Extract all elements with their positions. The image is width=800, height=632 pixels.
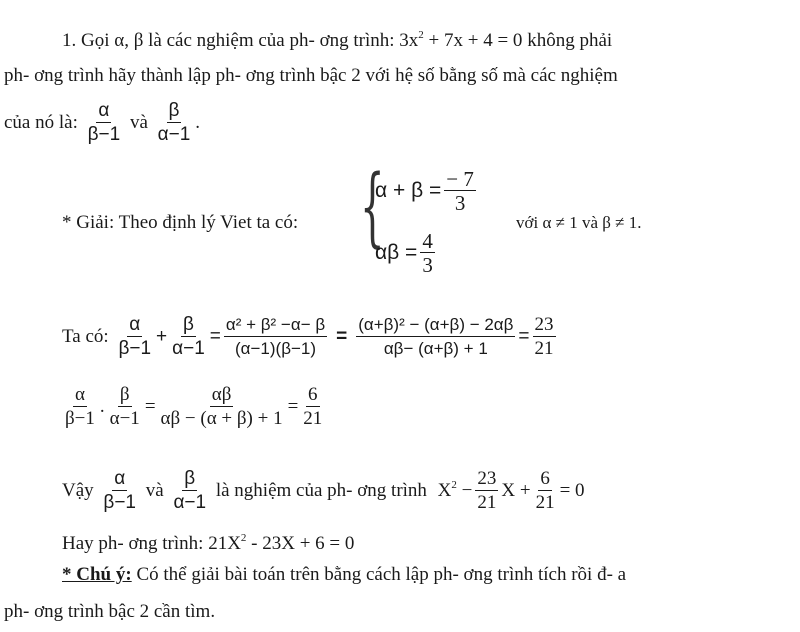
numerator: 4 — [422, 229, 433, 253]
note-line-2 — [4, 601, 215, 623]
solution-text: - 23X + 6 = 0 — [246, 533, 355, 554]
denominator: 21 — [535, 492, 555, 513]
conjunction: và — [145, 479, 164, 501]
numerator: αβ — [211, 384, 232, 405]
fraction — [533, 314, 556, 361]
denominator: 21 — [303, 408, 323, 429]
denominator: α−1 — [157, 124, 191, 145]
equation-term: + 7x + 4 = 0 — [423, 30, 523, 51]
fraction — [171, 468, 208, 515]
numerator: β — [184, 468, 196, 489]
operator: = — [287, 395, 299, 417]
product-equation — [60, 384, 327, 431]
fraction — [86, 100, 123, 147]
denominator: α−1 — [172, 338, 205, 359]
operator: = — [209, 325, 221, 347]
fraction — [108, 384, 142, 431]
numerator: 23 — [477, 468, 497, 489]
numerator: α — [98, 100, 110, 121]
fraction — [170, 314, 207, 361]
exponent: 2 — [240, 532, 247, 544]
solution-text: là nghiệm của ph- ơng trình — [215, 479, 427, 501]
fraction — [224, 314, 327, 361]
solution-text: Vậy — [62, 479, 94, 501]
note-line-1 — [62, 564, 626, 586]
conclusion-line — [62, 468, 585, 515]
numerator: 23 — [534, 314, 554, 335]
exponent: 2 — [451, 478, 457, 491]
numerator: − 7 — [446, 167, 474, 191]
numerator: (α+β)² − (α+β) − 2αβ — [356, 314, 515, 337]
problem-line-1 — [62, 24, 612, 52]
denominator: 21 — [534, 338, 554, 359]
solution-text: Ta có: — [62, 325, 109, 347]
note-label: * Chú ý: — [62, 564, 132, 585]
numerator: β — [168, 100, 180, 121]
denominator: 3 — [422, 253, 433, 277]
problem-text: 1. Gọi α, β là các nghiệm của ph- ơng trình: — [62, 30, 400, 51]
solution-text: Hay ph- ơng trình: 21X — [62, 533, 241, 554]
fraction — [356, 314, 515, 361]
problem-text: ph- ơng trình hãy thành lập ph- ơng trình bậc 2 với hệ số bằng số mà các nghiệm — [4, 65, 618, 86]
operator: + — [156, 325, 168, 347]
conjunction: và — [125, 111, 153, 133]
denominator: 3 — [454, 191, 466, 215]
operator: − — [456, 479, 473, 501]
numerator: α — [74, 384, 85, 405]
fraction — [444, 168, 476, 215]
denominator: β−1 — [87, 124, 121, 145]
numerator: α — [114, 468, 126, 489]
denominator: β−1 — [65, 408, 95, 429]
viet-product — [375, 230, 438, 277]
brace-icon: { — [360, 157, 385, 257]
viet-condition — [516, 212, 641, 234]
fraction — [475, 468, 498, 515]
exponent: 2 — [418, 29, 424, 41]
problem-line-3 — [4, 100, 200, 147]
operator: = — [336, 325, 348, 347]
fraction — [534, 468, 557, 515]
variable: X — [437, 479, 452, 501]
fraction — [420, 230, 435, 277]
denominator: α−1 — [109, 408, 140, 429]
numerator: β — [183, 314, 194, 335]
solution-text: * Giải: Theo định lý Viet ta có: — [62, 212, 299, 233]
note-text: Có thể giải bài toán trên bằng cách lập ph- ơng trình tích rồi đ- a — [131, 564, 627, 585]
numerator: α² + β² −α− β — [224, 314, 327, 337]
punctuation: . — [195, 111, 201, 133]
operator: = — [518, 325, 530, 347]
denominator: (α−1)(β−1) — [235, 339, 317, 358]
note-text: ph- ơng trình bậc 2 cần tìm. — [4, 601, 216, 622]
equation-term: = 0 — [559, 479, 585, 501]
fraction — [116, 314, 153, 361]
denominator: β−1 — [103, 492, 136, 513]
viet-label — [62, 212, 298, 234]
viet-sum — [375, 168, 479, 215]
denominator: 21 — [477, 492, 497, 513]
operator: = — [144, 395, 156, 417]
fraction — [156, 100, 193, 147]
denominator: α−1 — [173, 492, 207, 513]
equation-term: α + β = — [375, 179, 442, 203]
fraction — [301, 384, 324, 431]
numerator: 6 — [540, 468, 550, 489]
fraction — [63, 384, 97, 431]
equation-term: 3x — [399, 30, 419, 51]
equation-term: αβ = — [375, 241, 418, 265]
problem-text: của nó là: — [4, 111, 83, 133]
final-equation — [62, 527, 354, 555]
denominator: αβ − (α + β) + 1 — [160, 408, 283, 429]
solution-text: với α ≠ 1 và β ≠ 1. — [516, 213, 642, 232]
problem-text: không phải — [522, 30, 613, 51]
numerator: 6 — [308, 384, 318, 405]
numerator: α — [129, 314, 141, 335]
fraction — [101, 468, 138, 515]
problem-line-2 — [4, 65, 618, 87]
equation-term: X + — [501, 479, 531, 501]
operator: . — [99, 395, 105, 417]
fraction — [159, 384, 285, 431]
numerator: β — [119, 384, 130, 405]
denominator: β−1 — [118, 338, 152, 359]
denominator: αβ− (α+β) + 1 — [383, 339, 488, 358]
sum-equation — [62, 314, 559, 361]
